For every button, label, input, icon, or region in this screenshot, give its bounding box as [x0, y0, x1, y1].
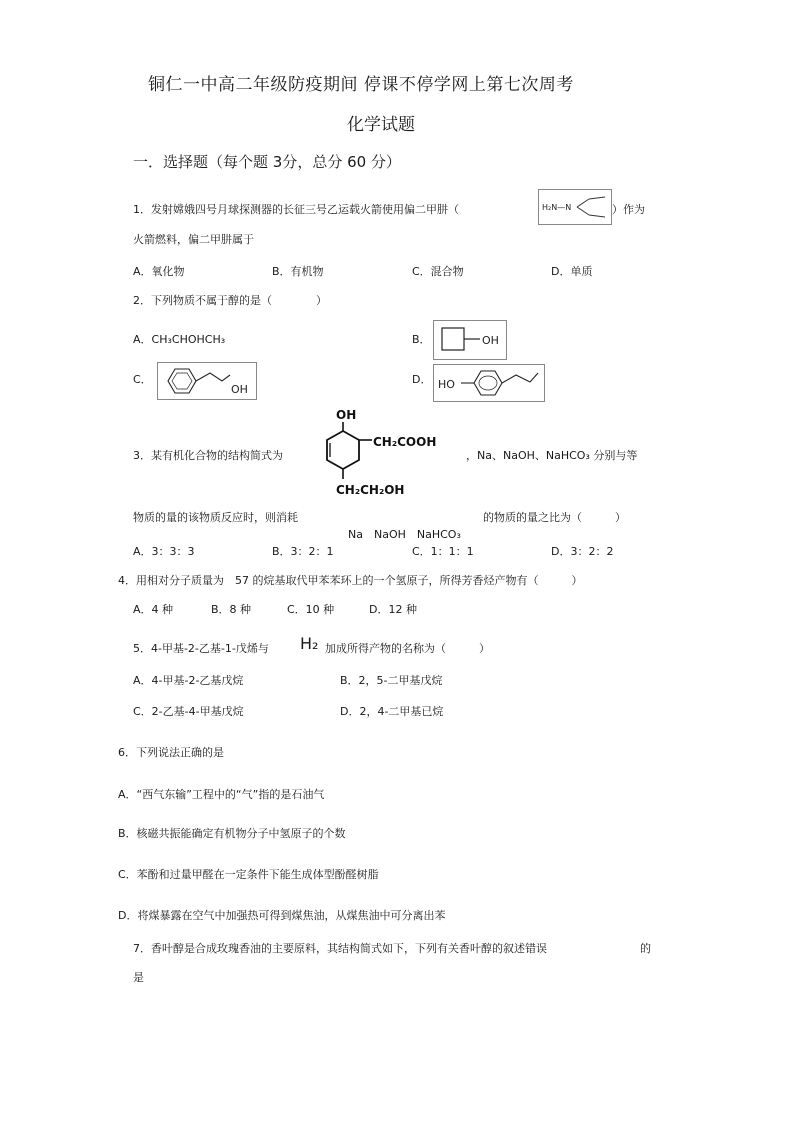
- q1-structure-image: [538, 189, 612, 225]
- q2-c-structure: [157, 362, 257, 400]
- q5-stem: 5．4-甲基-2-乙基-1-戊烯与: [133, 642, 269, 655]
- q3-struct-side: CH₂COOH: [373, 435, 437, 449]
- q3-stem-b: ，Na、NaOH、NaHCO₃ 分别与等: [466, 449, 638, 462]
- q2-d-ho: HO: [438, 378, 455, 391]
- q4-option-c: C．10 种: [287, 603, 335, 616]
- q2-b-oh: OH: [482, 334, 499, 347]
- q4-option-a: A．4 种: [133, 603, 174, 616]
- q2-option-c: C．: [133, 373, 152, 386]
- q5-option-a: A．4-甲基-2-乙基戊烷: [133, 674, 244, 687]
- section-heading: 一．选择题（每个题 3分，总分 60 分）: [133, 153, 401, 171]
- q4-option-b: B．8 种: [211, 603, 252, 616]
- exam-title: 铜仁一中高二年级防疫期间 停课不停学网上第七次周考: [148, 75, 574, 95]
- q5-option-b: B．2，5-二甲基戊烷: [340, 674, 443, 687]
- q2-d-structure: [433, 364, 545, 402]
- q2-b-structure: [433, 320, 507, 360]
- q7-stem: 7．香叶醇是合成玫瑰香油的主要原料，其结构简式如下，下列有关香叶醇的叙述错误: [133, 942, 547, 955]
- q6-stem: 6．下列说法正确的是: [118, 746, 224, 759]
- q2-option-b: B．: [412, 333, 431, 346]
- q6-option-a: A．“西气东输”工程中的“气”指的是石油气: [118, 788, 325, 801]
- q1-structure-label: H₂N—N: [542, 203, 572, 212]
- q3-option-b: B．3：2：1: [272, 545, 334, 558]
- q6-option-d: D．将煤暴露在空气中加强热可得到煤焦油，从煤焦油中可分离出苯: [118, 909, 446, 922]
- exam-subtitle: 化学试题: [347, 115, 415, 135]
- q6-option-c: C．苯酚和过量甲醛在一定条件下能生成体型酚醛树脂: [118, 868, 379, 881]
- q7-stem-c: 是: [133, 971, 144, 984]
- q1-stem: 1．发射嫦娥四号月球探测器的长征三号乙运载火箭使用偏二甲肼（: [133, 203, 459, 216]
- q4-option-d: D．12 种: [369, 603, 417, 616]
- q1-option-c: C．混合物: [412, 265, 464, 278]
- q3-stem-d: 的物质的量之比为（ ）: [483, 511, 626, 524]
- q3-option-d: D．3：2：2: [551, 545, 614, 558]
- q6-option-b: B．核磁共振能确定有机物分子中氢原子的个数: [118, 827, 346, 840]
- q1-stem-end: ）作为: [612, 203, 645, 216]
- q3-struct-bottom: CH₂CH₂OH: [336, 483, 405, 497]
- q7-stem-b: 的: [640, 942, 651, 955]
- q5-option-c: C．2-乙基-4-甲基戊烷: [133, 705, 244, 718]
- q3-structure: [320, 405, 470, 500]
- q3-option-a: A．3：3：3: [133, 545, 195, 558]
- q3-reagents: Na NaOH NaHCO₃: [348, 528, 461, 541]
- q1-stem-line2: 火箭燃料，偏二甲肼属于: [133, 233, 254, 246]
- q3-struct-oh: OH: [336, 408, 357, 422]
- q1-option-d: D．单质: [551, 265, 593, 278]
- q3-stem-c: 物质的量的该物质反应时，则消耗: [133, 511, 298, 524]
- q3-option-c: C．1：1：1: [412, 545, 474, 558]
- q3-stem: 3．某有机化合物的结构简式为: [133, 449, 283, 462]
- q1-option-b: B．有机物: [272, 265, 324, 278]
- q2-c-oh: OH: [231, 383, 248, 396]
- q5-stem-b: 加成所得产物的名称为（ ）: [325, 642, 490, 655]
- q1-option-a: A．氧化物: [133, 265, 185, 278]
- q2-option-d: D．: [412, 373, 432, 386]
- q2-stem: 2．下列物质不属于醇的是（ ）: [133, 294, 327, 307]
- q4-stem: 4．用相对分子质量为 57 的烷基取代甲苯苯环上的一个氢原子，所得芳香烃产物有（ ）: [118, 574, 583, 587]
- q5-h2: H₂: [300, 634, 319, 653]
- q2-option-a: A．CH₃CHOHCH₃: [133, 333, 226, 346]
- q5-option-d: D．2，4-二甲基已烷: [340, 705, 444, 718]
